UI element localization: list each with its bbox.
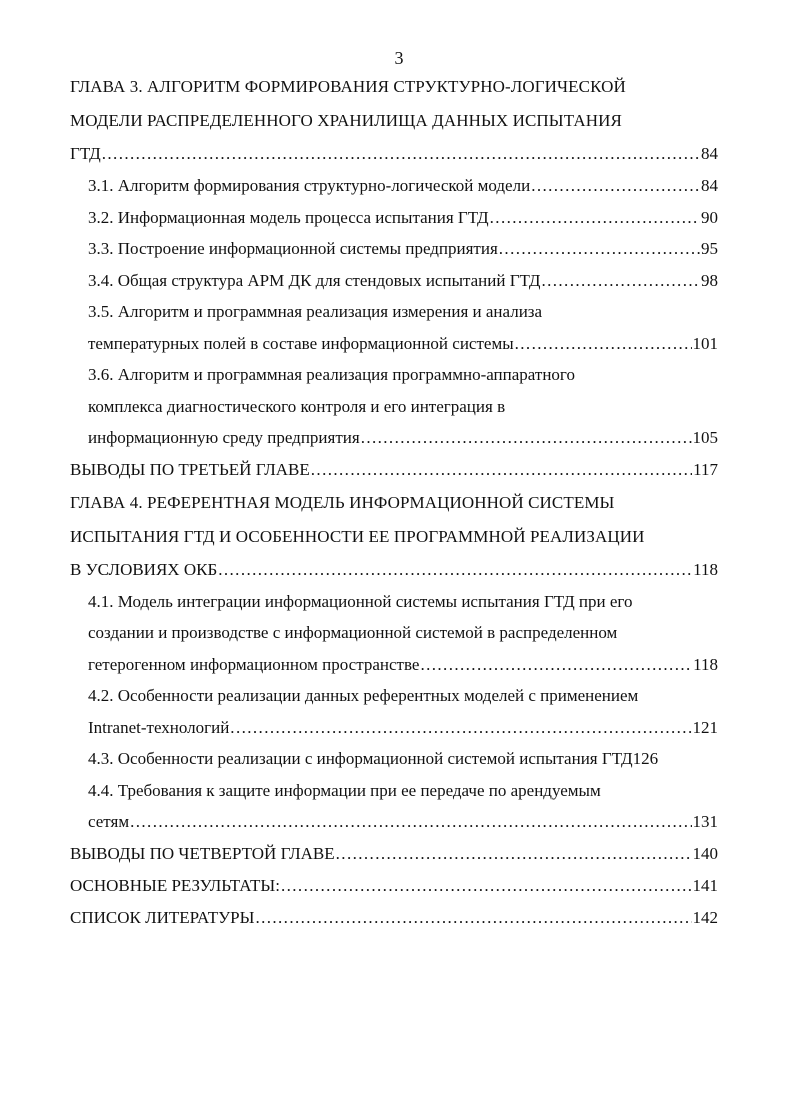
section-4-1-page: 118 — [693, 654, 718, 674]
conclusions-3-page: 117 — [693, 459, 718, 479]
dot-leader — [230, 712, 691, 744]
toc-entry-conclusions-4 — [70, 838, 718, 870]
section-3-1-page: 84 — [701, 176, 718, 195]
section-3-5-title-line-2 — [70, 328, 718, 360]
dot-leader — [255, 902, 691, 934]
dot-leader — [102, 138, 700, 170]
chapter-3-title-end: ГТД — [70, 144, 101, 163]
table-of-contents — [70, 70, 718, 934]
dot-leader — [311, 454, 692, 486]
conclusions-4-title: ВЫВОДЫ ПО ЧЕТВЕРТОЙ ГЛАВЕ — [70, 843, 335, 863]
dot-leader — [218, 554, 692, 586]
toc-entry-main-results — [70, 870, 718, 902]
references-title: СПИСОК ЛИТЕРАТУРЫ — [70, 907, 255, 927]
section-3-6-title-line-2: комплекса диагностического контроля и его интеграция в — [88, 396, 506, 416]
section-4-1-title-line-3 — [70, 649, 718, 681]
section-3-6-page: 105 — [692, 428, 718, 447]
section-3-3-page: 95 — [701, 239, 718, 258]
dot-leader — [541, 265, 700, 297]
chapter-4-title-line-1: ГЛАВА 4. РЕФЕРЕНТНАЯ МОДЕЛЬ ИНФОРМАЦИОННОЙ СИСТЕМЫ — [70, 492, 615, 512]
dot-leader — [336, 838, 692, 870]
dot-leader — [130, 806, 691, 838]
section-3-2-page: 90 — [701, 207, 718, 227]
section-3-2-title: 3.2. Информационная модель процесса испытания ГТД — [88, 207, 489, 227]
toc-entry-references — [70, 902, 718, 934]
section-3-4-page: 98 — [701, 270, 718, 290]
section-4-2-title-line-2 — [70, 712, 718, 744]
dot-leader — [281, 870, 692, 902]
toc-entry-3-5 — [70, 296, 718, 359]
page-number: 3 — [394, 48, 404, 68]
section-4-4-title-line-1: 4.4. Требования к защите информации при ее передаче по арендуемым — [88, 780, 601, 800]
chapter-4-title-line-2: ИСПЫТАНИЯ ГТД И ОСОБЕННОСТИ ЕЕ ПРОГРАММНОЙ РЕАЛИЗАЦИИ — [70, 526, 645, 546]
chapter-3-title-line-1: ГЛАВА 3. АЛГОРИТМ ФОРМИРОВАНИЯ СТРУКТУРНО-ЛОГИЧЕСКОЙ — [70, 77, 626, 96]
section-4-1-title-line-2: создании и производстве с информационной системой в распределенном — [88, 623, 618, 642]
chapter-4-page: 118 — [693, 559, 718, 579]
section-3-6-title-line-1: 3.6. Алгоритм и программная реализация программно-аппаратного — [88, 365, 575, 384]
toc-entry-4-2 — [70, 680, 718, 743]
section-3-1-title: 3.1. Алгоритм формирования структурно-логической модели — [88, 176, 531, 195]
chapter-3-title-line-3 — [70, 138, 718, 170]
references-page: 142 — [692, 907, 718, 927]
chapter-3-page: 84 — [701, 144, 718, 163]
section-3-4-title: 3.4. Общая структура АРМ ДК для стендовых испытаний ГТД — [88, 270, 541, 290]
toc-entry-4-4 — [70, 775, 718, 838]
section-3-5-title-end: температурных полей в составе информационной системы — [88, 333, 514, 353]
section-3-5-page: 101 — [692, 333, 718, 353]
toc-entry-3-1 — [70, 170, 718, 202]
conclusions-3-title: ВЫВОДЫ ПО ТРЕТЬЕЙ ГЛАВЕ — [70, 459, 310, 479]
toc-entry-4-3 — [70, 743, 718, 775]
section-4-4-page: 131 — [692, 812, 718, 831]
dot-leader — [361, 422, 692, 454]
section-3-3-title: 3.3. Построение информационной системы предприятия — [88, 239, 498, 258]
toc-entry-chapter-4 — [70, 486, 718, 586]
dot-leader — [420, 649, 692, 681]
chapter-3-title-line-2: МОДЕЛИ РАСПРЕДЕЛЕННОГО ХРАНИЛИЩА ДАННЫХ ИСПЫТАНИЯ — [70, 111, 622, 130]
section-4-3-title: 4.3. Особенности реализации с информационной системой испытания ГТД126 — [88, 749, 659, 768]
toc-entry-3-4 — [70, 265, 718, 297]
toc-entry-chapter-3 — [70, 70, 718, 170]
section-4-4-title-end: сетям — [88, 812, 130, 831]
section-4-2-title-end: Intranet-технологий — [88, 717, 230, 737]
toc-entry-4-1 — [70, 586, 718, 681]
section-3-6-title-end: информационную среду предприятия — [88, 428, 360, 447]
section-4-2-title-line-1: 4.2. Особенности реализации данных референтных моделей с применением — [88, 686, 639, 705]
dot-leader — [499, 233, 700, 265]
dot-leader — [531, 170, 700, 202]
section-4-2-page: 121 — [692, 717, 718, 737]
section-4-1-title-line-1: 4.1. Модель интеграции информационной системы испытания ГТД при его — [88, 591, 633, 611]
toc-entry-3-3 — [70, 233, 718, 265]
chapter-4-title-end: В УСЛОВИЯХ ОКБ — [70, 559, 218, 579]
dot-leader — [515, 328, 692, 360]
toc-entry-3-6 — [70, 359, 718, 454]
dot-leader — [490, 202, 700, 234]
section-3-5-title-line-1: 3.5. Алгоритм и программная реализация измерения и анализа — [88, 302, 543, 321]
conclusions-4-page: 140 — [692, 843, 718, 863]
section-3-6-title-line-3 — [70, 422, 718, 454]
chapter-4-title-line-3 — [70, 554, 718, 586]
section-4-4-title-line-2 — [70, 806, 718, 838]
main-results-title: ОСНОВНЫЕ РЕЗУЛЬТАТЫ: — [70, 875, 280, 895]
toc-entry-conclusions-3 — [70, 454, 718, 486]
main-results-page: 141 — [692, 875, 718, 895]
toc-entry-3-2 — [70, 202, 718, 234]
section-4-1-title-end: гетерогенном информационном пространстве — [88, 654, 420, 674]
